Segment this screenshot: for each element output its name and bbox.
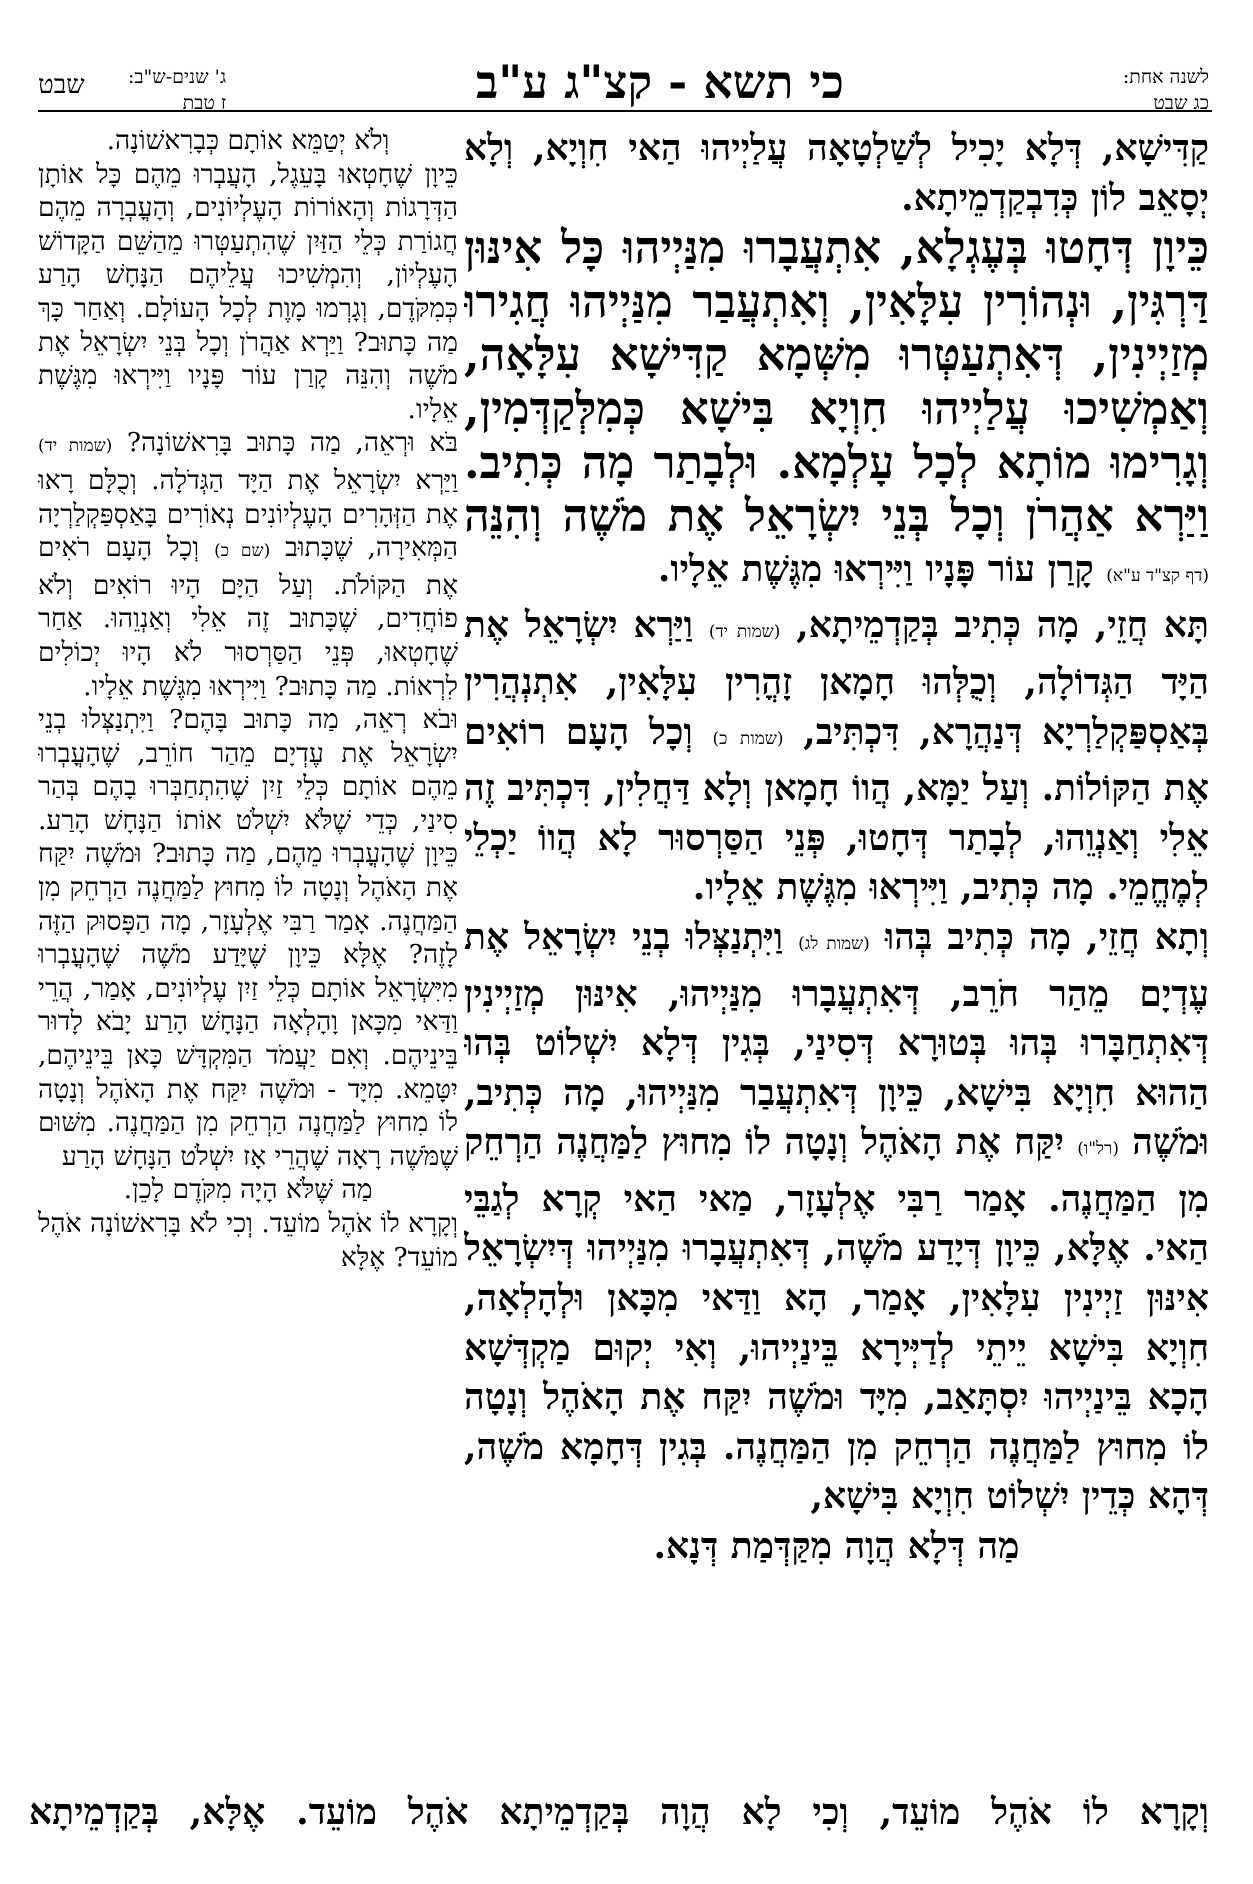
main-aramaic-column: [464, 124, 1209, 1780]
main-paragraph-3-c: וְכָל הָעָם רוֹאִים אֶת הַקּוֹלוֹת. וְעַל יַמָּא, הֲווֹ חָמָאן וְלָא דַּחֲלִין, דִּכְתִּיב זֶה אֵלִי וְאַנְוֵהוּ, לְבָתַר דְּחָטוּ, פְּנֵי הַסַּרְסוּר לָא הֲווֹ יַכְלֵי לְמֶחֱמֵי. מָה כְּתִיב, וַיִּירְאוּ מִגֶּשֶׁת אֵלָיו.: [464, 710, 1209, 909]
main-paragraph-4-b: וַיִּתְנַצְּלוּ בְנֵי יִשְׂרָאֵל אֶת עֶדְיָם מֵהַר חֹרֵב, דְּאִתְעֲבָרוּ מִנַּיְיהוּ, אִינּוּן מְזַיְינִין דְּאִתְחַבָּרוּ בְּהוּ בְּטוּרָא דְּסִינַי, בְּגִין דְּלָא יִשְׁלוֹט בְּהוּ הַהוּא חִוְיָא בִּישָׁא, כֵּיוָן דְּאִתְעֲבַר מִנַּיְיהוּ, מָה כְּתִיב, וּמֹשֶׁה: [464, 915, 1209, 1164]
main-paragraph-2-end: קָרַן עוֹר פָּנָיו וַיִּירְאוּ מִגֶּשֶׁת אֵלָיו.: [657, 547, 1094, 590]
main-paragraph-4-end: מַה דְּלָא הֲוָה מִקַּדְּמַת דְּנָא.: [653, 1525, 1020, 1568]
one-year-date: כג שבט: [1153, 92, 1209, 114]
side-verse-reference-2: (שם כ): [214, 541, 271, 562]
main-paragraph-4-a: וְתָא חֲזֵי, מָה כְּתִיב בְּהוּ: [885, 915, 1209, 958]
main-paragraph-4-c: יִקַּח אֶת הָאֹהֶל וְנָטָה לוֹ מִחוּץ לַמַּחֲנֶה הַרְחֵק מִן הַמַּחֲנֶה. אָמַר רַבִּי אֶלְעָזָר, מַאי הַאי קְרָא לְגַבֵּי הַאי. אֶלָּא, כֵּיוָן דְּיָדַע מֹשֶׁה, דְּאִתְעֲבָרוּ מִנַּיְיהוּ דְּיִשְׂרָאֵל אִינּוּן זַיְינִין עִלָּאִין, אָמַר, הָא וַדַּאי מִכָּאן וּלְהָלְאָה, חִוְיָא בִּישָׁא יֵיתֵי לְדַיְּירָא בֵּינַיְיהוּ, וְאִי יְקוּם מַקְדְּשָׁא הָכָא בֵּינַיְיהוּ יִסְתָּאַב, מִיָּד וּמֹשֶׁה יִקַּח אֶת הָאֹהֶל וְנָטָה לוֹ מִחוּץ לַמַּחֲנֶה הַרְחֵק מִן הַמַּחֲנֶה. בְּגִין דְּחָמָא מֹשֶׁה, דְּהָא כְּדֵין יִשְׁלוֹט חִוְיָא בִּישָׁא,: [464, 1121, 1209, 1518]
hebrew-translation-column: [38, 124, 458, 1774]
side-paragraph-1: וְלֹא יְטַמֵּא אוֹתָם כְּבָרִאשׁוֹנָה.: [106, 125, 390, 156]
side-paragraph-3-c: וְכָל הָעָם רֹאִים אֶת הַקּוֹלֹת. וְעַל הַיָּם הָיוּ רוֹאִים וְלֹא פוֹחֲדִים, שֶׁכָּתוּב זֶה אֵלִי וְאַנְוֵהוּ. אַחַר שֶׁחָטְאוּ, פְּנֵי הַסַּרְסוּר לֹא הָיוּ יְכוֹלִים לִרְאוֹת. מַה כָּתוּב? וַיִּירְאוּ מִגֶּשֶׁת אֵלָיו.: [38, 532, 458, 702]
side-paragraph-3-b: וַיַּרְא יִשְׂרָאֵל אֶת הַיָּד הַגְּדֹלָה. וְכֻלָּם רָאוּ אֶת הַזְּהָרִים הָעֶלְיוֹנִים נְאוֹרִים בָּאַסְפַּקְלַרְיָה הַמְּאִירָה, שֶׁכָּתוּב: [38, 464, 458, 564]
one-year-label: לשנה אחת:: [1122, 66, 1209, 88]
reading-schedule-three-years: [128, 64, 226, 116]
main-paragraph-3: [464, 601, 1209, 913]
main-paragraph-2: [464, 223, 1209, 601]
header-divider: [38, 110, 1212, 112]
three-years-date: ז טבת: [182, 92, 227, 114]
month-tag: שבט: [38, 70, 85, 100]
verse-reference-4: (רל"ו): [1077, 1139, 1119, 1160]
main-paragraph-3-b: וַיַּרְא יִשְׂרָאֵל אֶת הַיָּד הַגְּדוֹלָה, וְכֻלְּהוּ חָמָאן זָהֳרִין עִלָּאִין, אִתְנְהֲרִין בְּאַסְפַּקְלַרְיָא דְּנַהֲרָא, דִּכְתִּיב,: [464, 604, 1209, 753]
side-paragraph-2: כֵּיוָן שֶׁחָטְאוּ בָּעֵגֶל, הָעֲבְרוּ מֵהֶם כָּל אוֹתָן הַדְּרָגוֹת וְהָאוֹרוֹת הָעֶלְיוֹנִים, וְהָעֳבְרָה מֵהֶם חֲגוֹרַת כְּלֵי הַזַּיִן שֶׁהִתְעַטְּרוּ מֵהַשֵּׁם הַקָּדוֹשׁ הָעֶלְיוֹן, וְהִמְשִׁיכוּ עֲלֵיהֶם הַנָּחָשׁ הָרַע כְּמִקֹּדֶם, וְגָרְמוּ מָוֶת לְכָל הָעוֹלָם. וְאַחַר כָּךְ מַה כָּתוּב? וַיַּרְא אַהֲרֹן וְכָל בְּנֵי יִשְׂרָאֵל אֶת מֹשֶׁה וְהִנֵּה קָרַן עוֹר פָּנָיו וַיִּירְאוּ מִגֶּשֶׁת אֵלָיו.: [38, 158, 458, 425]
side-paragraph-5: מַה שֶּׁלֹּא הָיָה מִקֹּדֶם לָכֵן.: [123, 1174, 373, 1206]
three-years-label: ג' שנים-ש"ב:: [128, 66, 227, 88]
main-paragraph-1: קַדִּישָׁא, דְּלָא יָכִיל לְשַׁלְטָאָה עֲלַיְיהוּ הַאי חִוְיָא, וְלָא יְסָאֵב לוֹן כְּדִבְקַדְמֵיתָא.: [464, 127, 1209, 219]
side-paragraph-6: וְקָרָא לוֹ אֹהֶל מוֹעֵד. וְכִי לֹא בָּרִאשׁוֹנָה אֹהֶל מוֹעֵד? אֶלָּא: [38, 1208, 458, 1273]
page-title: כי תשא - קצ"ג ע"ב: [476, 55, 844, 109]
daf-reference: (דף קצ"ד ע"א): [1106, 565, 1209, 586]
side-paragraph-4: וּבֹא רְאֵה, מַה כָּתוּב בָּהֶם? וַיִּתְנַצְּלוּ בְנֵי יִשְׂרָאֵל אֶת עֶדְיָם מֵהַר חוֹרֵב, שֶׁהָעֳבְרוּ מֵהֶם אוֹתָם כְּלֵי זַיִן שֶׁהִתְחַבְּרוּ בָהֶם בְּהַר סִינַי, כְּדֵי שֶׁלֹּא יִשְׁלֹט אוֹתוֹ הַנָּחָשׁ הָרַע. כֵּיוָן שֶׁהָעֳבְרוּ מֵהֶם, מַה כָּתוּב? וּמֹשֶׁה יִקַּח אֶת הָאֹהֶל וְנָטָה לוֹ מִחוּץ לַמַּחֲנֶה הַרְחֵק מִן הַמַּחֲנֶה. אָמַר רַבִּי אֶלְעָזָר, מָה הַפָּסוּק הַזֶּה לָזֶה? אֶלָּא כֵּיוָן שֶׁיָּדַע מֹשֶׁה שֶׁהָעֳבְרוּ מִיִּשְׂרָאֵל אוֹתָם כְּלֵי זַיִן עֶלְיוֹנִים, אָמַר, הֲרֵי וַדַּאי מִכָּאן וָהָלְאָה הַנָּחָשׁ הָרַע יָבֹא לָדוּר בֵּינֵיהֶם. וְאִם יַעֲמֹד הַמִּקְדָּשׁ כָּאן בֵּינֵיהֶם, יִטָּמֵא. מִיָּד - וּמֹשֶׁה יִקַּח אֶת הָאֹהֶל וְנָטָה לוֹ מִחוּץ לַמַּחֲנֶה הַרְחֵק מִן הַמַּחֲנֶה. מִשּׁוּם שֶׁמֹּשֶׁה רָאָה שֶׁהֲרֵי אָז יִשְׁלֹט הַנָּחָשׁ הָרַע: [38, 704, 458, 1172]
verse-reference-1: (שמות יד): [708, 622, 781, 643]
main-paragraph-2-text: כֵּיוָן דְּחָטוּ בְּעֶגְלָא, אִתְעֲבָרוּ מִנַּיְיהוּ כָּל אִינּוּן דַּרְגִּין, וּנְהוֹרִין עִלָּאִין, וְאִתְעֲבַר מִנַּיְיהוּ חֲגִירוּ מְזַיְינִין, דְּאִתְעַטְּרוּ מִשְּׁמָא קַדִּישָׁא עִלָּאָה, וְאַמְשִׁיכוּ עֲלַיְיהוּ חִוְיָא בִּישָׁא כְּמִלְּקַדְּמִין, וְגָרִימוּ מוֹתָא לְכָל עָלְמָא. וּלְבָתַר מָה כְּתִיב. וַיַּרְא אַהֲרֹן וְכָל בְּנֵי יִשְׂרָאֵל אֶת מֹשֶׁה וְהִנֵּה: [464, 221, 1209, 543]
footer-catchline: וְקָרָא לוֹ אֹהֶל מוֹעֵד, וְכִי לָא הֲוָה בְּקַדְמֵיתָא אֹהֶל מוֹעֵד. אֶלָּא, בְּקַדְמֵיתָא: [29, 1791, 1209, 1833]
verse-reference-2: (שמות כ): [712, 728, 784, 749]
verse-reference-3: (שמות לג): [798, 933, 870, 954]
main-paragraph-4: [464, 913, 1209, 1522]
side-paragraph-3: [38, 426, 458, 703]
side-verse-reference-1: (שמות יד): [38, 436, 113, 457]
main-paragraph-3-a: תָּא חֲזֵי, מָה כְּתִיב בְּקַדְמֵיתָא,: [796, 604, 1209, 647]
page-header: [0, 0, 1253, 114]
reading-schedule-one-year: [1123, 64, 1209, 116]
side-paragraph-3-a: בֹּא וּרְאֵה, מַה כָּתוּב בָּרִאשׁוֹנָה?: [126, 427, 458, 459]
